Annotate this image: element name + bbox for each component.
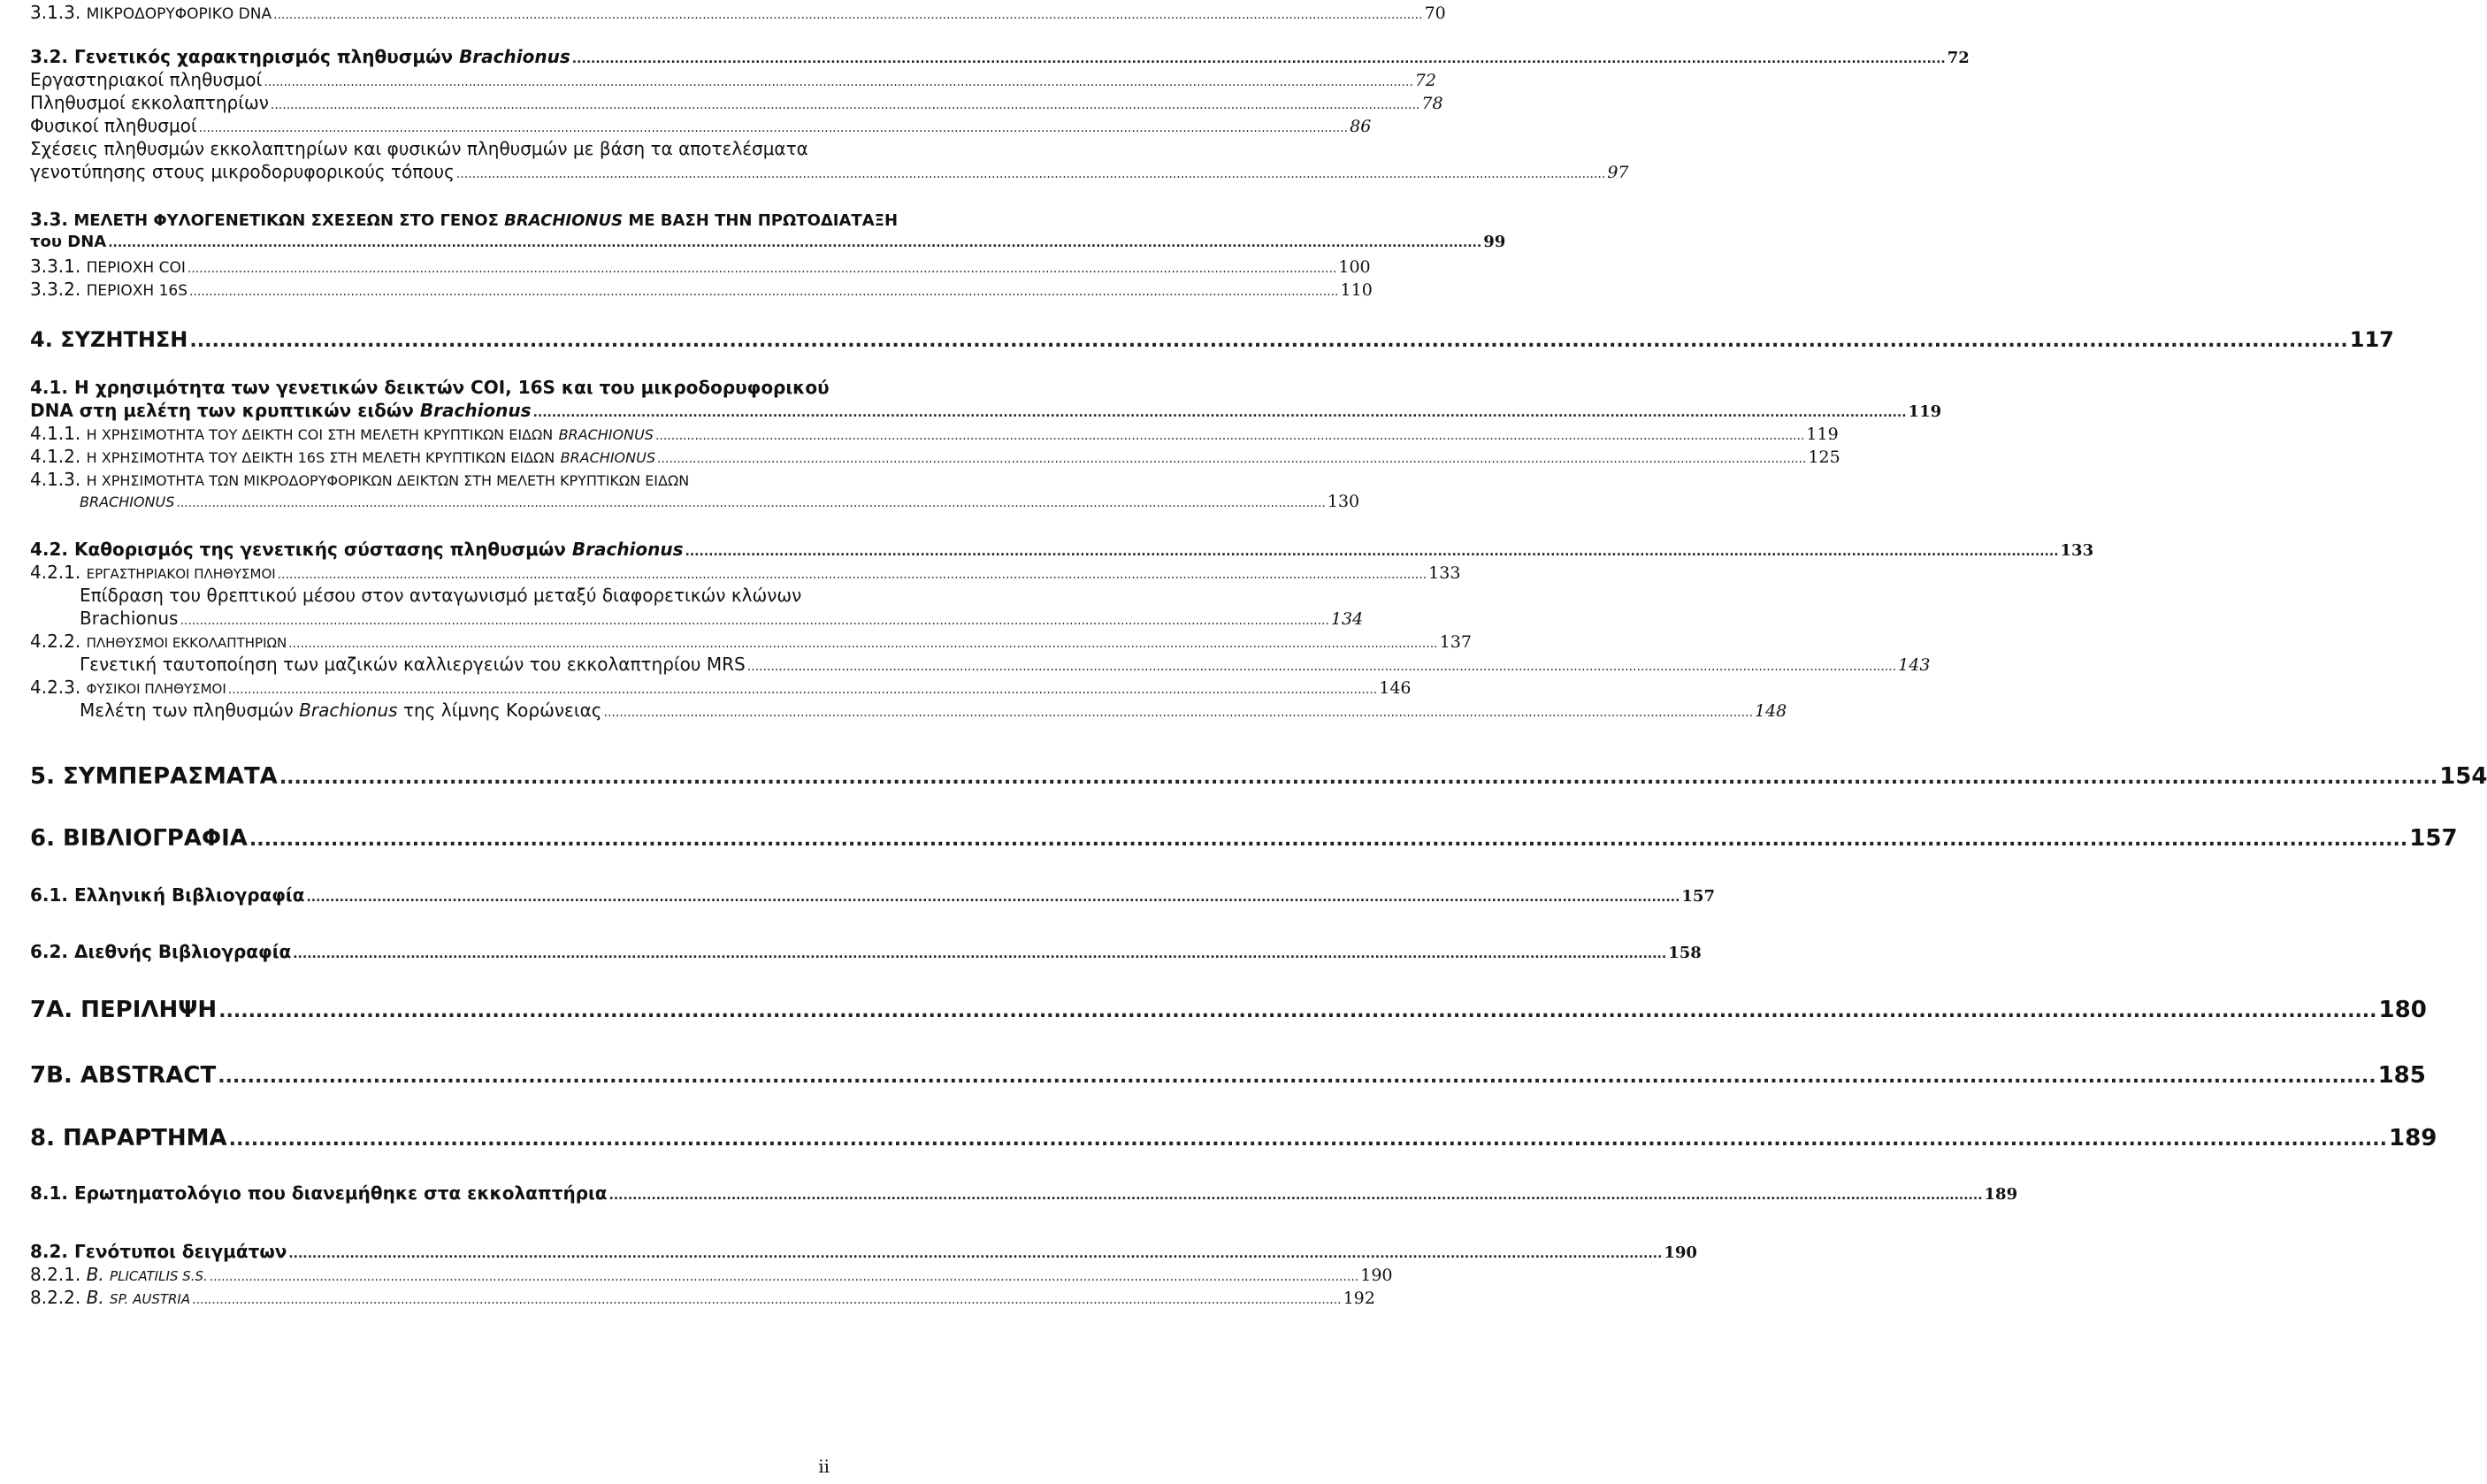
dot-leader [685, 545, 2059, 559]
toc-entry[interactable]: Μελέτη των πληθυσμών Brachionus της λίμνης Κορώνειας ..... 148 [80, 700, 845, 721]
toc-entry[interactable]: 8.1. Ερωτηματολόγιο που διανεμήθηκε στα εκκολαπτήρια ..... 189 [30, 1182, 845, 1204]
dot-leader [456, 167, 1605, 181]
dot-leader [609, 1189, 1983, 1203]
toc-entry[interactable]: 3.3.1. ΠΕΡΙΟΧΗ COI ..... 100 [30, 256, 845, 277]
toc-entry-line: 4.1.3. Η ΧΡΗΣΙΜΟΤΗΤΑ ΤΩΝ ΜΙΚΡΟΔΟΡΥΦΟΡΙΚΩΝ ΔΕΙΚΤΩΝ ΣΤΗ ΜΕΛΕΤΗ ΚΡΥΠΤΙΚΩΝ ΕΙΔΩΝ [30, 469, 690, 490]
dot-leader [279, 767, 2437, 789]
dot-leader [657, 452, 1806, 466]
page-number: 100 [1338, 257, 1371, 277]
toc-entry-line: Σχέσεις πληθυσμών εκκολαπτηρίων και φυσικών πληθυσμών με βάση τα αποτελέσματα [30, 138, 808, 159]
toc-entry[interactable]: 4.1.1. Η ΧΡΗΣΙΜΟΤΗΤΑ ΤΟΥ ΔΕΙΚΤΗ COI ΣΤΗ ΜΕΛΕΤΗ ΚΡΥΠΤΙΚΩΝ ΕΙΔΩΝ BRACHIONUS ..... 119 [30, 423, 845, 444]
dot-leader [278, 568, 1427, 582]
page-number: 70 [1424, 4, 1446, 23]
page-number: 190 [1664, 1243, 1697, 1262]
toc-entry[interactable]: 3.3.2. ΠΕΡΙΟΧΗ 16S ..... 110 [30, 279, 845, 300]
page-number: 134 [1330, 609, 1364, 629]
page-number: 157 [2409, 825, 2458, 852]
dot-leader [271, 98, 1420, 112]
dot-leader [306, 891, 1680, 905]
page-number: 86 [1350, 117, 1372, 136]
dot-leader [604, 706, 1753, 720]
page-number: 130 [1327, 492, 1360, 511]
toc-entry[interactable]: Πληθυσμοί εκκολαπτηρίων ..... 78 [30, 92, 845, 113]
page-number: 180 [2378, 997, 2427, 1023]
page-number: 78 [1421, 94, 1443, 113]
toc-entry[interactable]: 4.2.3. ΦΥΣΙΚΟΙ ΠΛΗΘΥΣΜΟΙ ..... 146 [30, 677, 845, 698]
toc-entry[interactable]: Brachionus ..... 134 [80, 608, 845, 629]
toc-entry[interactable]: Γενετική ταυτοποίηση των μαζικών καλλιεργειών του εκκολαπτηρίου MRS ..... 143 [80, 654, 845, 675]
dot-leader [228, 683, 1377, 697]
page-number: 185 [2377, 1062, 2426, 1089]
toc-entry-line: 3.3. ΜΕΛΕΤΗ ΦΥΛΟΓΕΝΕΤΙΚΩΝ ΣΧΕΣΕΩΝ ΣΤΟ ΓΕΝΟΣ BRACHIONUS ΜΕ ΒΑΣΗ ΤΗΝ ΠΡΩΤΟΔΙΑΤΑΞΗ [30, 209, 899, 230]
toc-entry-line: Επίδραση του θρεπτικού μέσου στον ανταγωνισμό μεταξύ διαφορετικών κλώνων [80, 585, 802, 606]
page-number: 192 [1343, 1289, 1375, 1308]
toc-entry[interactable]: 3.1.3. ΜΙΚΡΟΔΟΡΥΦΟΡΙΚΟ DNA ..... 70 [30, 2, 845, 23]
page-number: 189 [2389, 1125, 2437, 1151]
dot-leader [249, 829, 2407, 851]
toc-entry[interactable]: Εργαστηριακοί πληθυσμοί ..... 72 [30, 69, 845, 90]
dot-leader [288, 637, 1437, 651]
dot-leader [199, 121, 1348, 135]
dot-leader [747, 660, 1896, 674]
toc-entry[interactable]: 6.2. Διεθνής Βιβλιογραφία ..... 158 [30, 941, 845, 962]
toc-entry[interactable]: 4.1.2. Η ΧΡΗΣΙΜΟΤΗΤΑ ΤΟΥ ΔΕΙΚΤΗ 16S ΣΤΗ ΜΕΛΕΤΗ ΚΡΥΠΤΙΚΩΝ ΕΙΔΩΝ BRACHIONUS ..... 125 [30, 446, 845, 467]
page-number: 119 [1908, 402, 1942, 421]
toc-entry[interactable]: Φυσικοί πληθυσμοί ..... 86 [30, 115, 845, 136]
page-number: 117 [2349, 327, 2394, 352]
dot-leader [288, 1247, 1662, 1261]
page-number: 189 [1984, 1185, 2018, 1204]
toc-entry-line: 4.1. Η χρησιμότητα των γενετικών δεικτών COI, 16S και του μικροδορυφορικού [30, 377, 830, 398]
toc-entry[interactable]: 4.2.2. ΠΛΗΘΥΣΜΟΙ ΕΚΚΟΛΑΠΤΗΡΙΩΝ ..... 137 [30, 631, 845, 652]
dot-leader [229, 1128, 2387, 1151]
toc-entry[interactable]: 5. ΣΥΜΠΕΡΑΣΜΑΤΑ ..... 154 [30, 763, 845, 790]
dot-leader [187, 262, 1336, 276]
page-number: 137 [1439, 632, 1472, 652]
toc-entry[interactable]: 7Α. ΠΕΡΙΛΗΨΗ ..... 180 [30, 997, 845, 1023]
toc-entry[interactable]: 7Β. ABSTRACT ..... 185 [30, 1062, 845, 1089]
toc-entry[interactable]: 8.2.2. B. SP. AUSTRIA ..... 192 [30, 1287, 845, 1308]
page-number: 72 [1414, 71, 1436, 90]
page-number: 154 [2439, 763, 2487, 790]
page-number: 157 [1681, 887, 1715, 906]
page-number: 190 [1360, 1266, 1393, 1285]
page-number: 148 [1754, 701, 1787, 721]
toc-entry[interactable]: 8. ΠΑΡΑΡΤΗΜΑ ..... 189 [30, 1125, 845, 1151]
toc-entry[interactable]: 3.2. Γενετικός χαρακτηρισμός πληθυσμών Brachionus ..... 72 [30, 46, 845, 67]
toc-entry[interactable]: 6.1. Ελληνική Βιβλιογραφία ..... 157 [30, 884, 845, 906]
toc-entry[interactable]: 4.2. Καθορισμός της γενετικής σύστασης πληθυσμών Brachionus ..... 133 [30, 539, 845, 560]
toc-entry[interactable]: του DNA ..... 99 [30, 233, 845, 251]
page-number: 143 [1898, 655, 1931, 675]
dot-leader [180, 614, 1328, 628]
dot-leader [293, 947, 1666, 961]
page-number: 133 [2060, 541, 2094, 560]
page-number: 146 [1379, 678, 1412, 698]
toc-entry[interactable]: 8.2.1. B. PLICATILIS S.S. ..... 190 [30, 1264, 845, 1285]
dot-leader [176, 496, 1325, 510]
page-number: 125 [1808, 447, 1840, 467]
page-number: 97 [1607, 163, 1629, 182]
page-number: 99 [1483, 233, 1506, 251]
dot-leader [572, 52, 1946, 66]
toc-entry[interactable]: 4. ΣΥΖΗΤΗΣΗ ..... 117 [30, 327, 845, 352]
dot-leader [189, 330, 2347, 352]
page-number: 158 [1668, 944, 1702, 962]
dot-leader [218, 1066, 2376, 1088]
dot-leader [192, 1293, 1341, 1307]
page-number: 119 [1806, 425, 1839, 444]
dot-leader [273, 8, 1422, 22]
dot-leader [189, 285, 1338, 299]
page-number: 110 [1340, 280, 1373, 300]
page-number: 72 [1947, 49, 1970, 67]
toc-entry[interactable]: BRACHIONUS ..... 130 [80, 492, 845, 511]
dot-leader [218, 1000, 2376, 1022]
dot-leader [533, 406, 1907, 420]
toc-entry[interactable]: 6. ΒΙΒΛΙΟΓΡΑΦΙΑ ..... 157 [30, 825, 845, 852]
footer-page-number: ii [818, 1456, 830, 1477]
page-number: 133 [1428, 563, 1461, 583]
toc-entry[interactable]: γενοτύπησης στους μικροδορυφορικούς τόπους ..... 97 [30, 161, 845, 182]
toc-entry[interactable]: 8.2. Γενότυποι δειγμάτων ..... 190 [30, 1241, 845, 1262]
dot-leader [655, 429, 1804, 443]
dot-leader [264, 75, 1412, 89]
toc-entry[interactable]: DNA στη μελέτη των κρυπτικών ειδών Brachionus ..... 119 [30, 400, 845, 421]
dot-leader [108, 236, 1481, 250]
toc-entry[interactable]: 4.2.1. ΕΡΓΑΣΤΗΡΙΑΚΟΙ ΠΛΗΘΥΣΜΟΙ ..... 133 [30, 562, 845, 583]
dot-leader [210, 1270, 1358, 1284]
